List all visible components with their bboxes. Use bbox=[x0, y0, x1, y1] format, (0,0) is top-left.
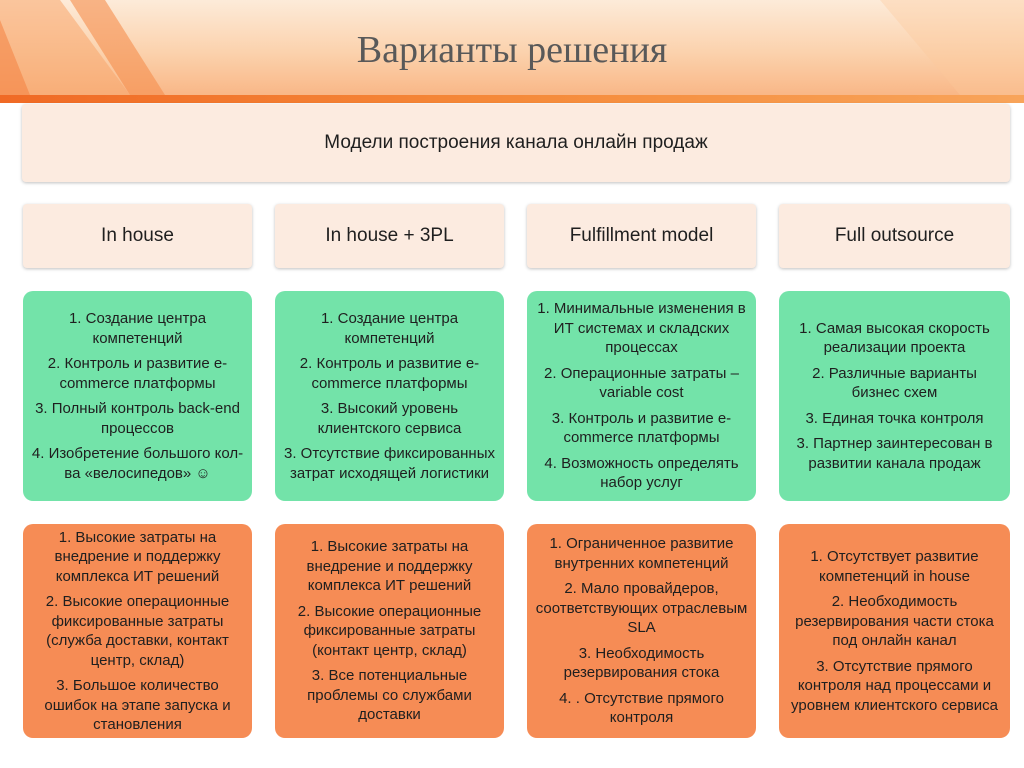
cons-item: 1. Ограниченное развитие внутренних компетенций bbox=[549, 535, 734, 572]
pros-item: 3. Партнер заинтересован в развитии канала продаж bbox=[796, 435, 993, 472]
cons-item: 2. Высокие операционные фиксированные затраты (контакт центр, склад) bbox=[297, 602, 482, 659]
pros-item: 3. Единая точка контроля bbox=[805, 409, 984, 427]
pros-box-fulfillment-model bbox=[527, 291, 756, 501]
cons-box-in-house-3pl bbox=[275, 524, 504, 738]
cons-box-fulfillment-model bbox=[527, 524, 756, 738]
cons-item: 2. Необходимость резервирования части стока под онлайн канал bbox=[795, 593, 994, 649]
main-header-label: Модели построения канала онлайн продаж bbox=[324, 132, 708, 154]
cons-item: 1. Высокие затраты на внедрение и поддержку комплекса ИТ решений bbox=[54, 528, 221, 585]
pros-item: 2. Операционные затраты – variable cost bbox=[544, 364, 739, 402]
column-header-in-house-3pl bbox=[275, 204, 504, 268]
pros-item: 2. Контроль и развитие e-commerce платформы bbox=[299, 355, 480, 392]
cons-item: 2. Мало провайдеров, соответствующих отраслевым SLA bbox=[535, 580, 748, 637]
pros-item: 4. Возможность определять набор услуг bbox=[544, 454, 739, 492]
cons-item: 3. Все потенциальные проблемы со службами доставки bbox=[307, 667, 472, 724]
pros-item: 2. Различные варианты бизнес схем bbox=[812, 364, 977, 402]
column-header-in-house bbox=[23, 204, 252, 268]
column-header-label: In house bbox=[101, 225, 174, 247]
cons-item: 3. Отсутствие прямого контроля над процессами и уровнем клиентского сервиса bbox=[791, 657, 998, 714]
column-header-full-outsource bbox=[779, 204, 1010, 268]
cons-box-in-house bbox=[23, 524, 252, 738]
cons-item: 4. . Отсутствие прямого контроля bbox=[559, 689, 724, 727]
cons-item: 1. Отсутствует развитие компетенций in house bbox=[810, 548, 979, 585]
title-banner bbox=[0, 0, 1024, 95]
cons-box-full-outsource bbox=[779, 524, 1010, 738]
cons-item: 2. Высокие операционные фиксированные затраты (служба доставки, контакт центр, склад) bbox=[45, 593, 230, 669]
column-header-label: Fulfillment model bbox=[569, 225, 714, 247]
pros-item: 1. Минимальные изменения в ИТ системах и складских процессах bbox=[537, 300, 746, 357]
page-title: Варианты решения bbox=[356, 29, 668, 71]
pros-item: 3. Отсутствие фиксированных затрат исходящей логистики bbox=[284, 445, 495, 482]
cons-item: 3. Необходимость резервирования стока bbox=[563, 644, 720, 682]
column-header-label: In house + 3PL bbox=[325, 225, 454, 247]
pros-item: 3. Контроль и развитие e-commerce платформы bbox=[551, 409, 732, 447]
pros-item: 2. Контроль и развитие e-commerce платформы bbox=[47, 355, 228, 392]
pros-item: 4. Изобретение большого кол-ва «велосипедов» ☺ bbox=[31, 445, 244, 482]
pros-item: 1. Самая высокая скорость реализации проекта bbox=[799, 319, 990, 357]
pros-item: 3. Полный контроль back-end процессов bbox=[35, 400, 240, 437]
cons-item: 3. Большое количество ошибок на этапе запуска и становления bbox=[44, 677, 231, 733]
main-header-box bbox=[22, 104, 1010, 182]
banner-accent-bar bbox=[0, 95, 1024, 103]
pros-box-in-house-3pl bbox=[275, 291, 504, 501]
pros-item: 3. Высокий уровень клиентского сервиса bbox=[317, 400, 462, 437]
column-header-label: Full outsource bbox=[834, 225, 955, 247]
pros-item: 1. Создание центра компетенций bbox=[68, 310, 207, 347]
pros-box-in-house bbox=[23, 291, 252, 501]
cons-item: 1. Высокие затраты на внедрение и поддержку комплекса ИТ решений bbox=[306, 538, 473, 595]
column-header-fulfillment-model bbox=[527, 204, 756, 268]
pros-item: 1. Создание центра компетенций bbox=[320, 310, 459, 347]
pros-box-full-outsource bbox=[779, 291, 1010, 501]
